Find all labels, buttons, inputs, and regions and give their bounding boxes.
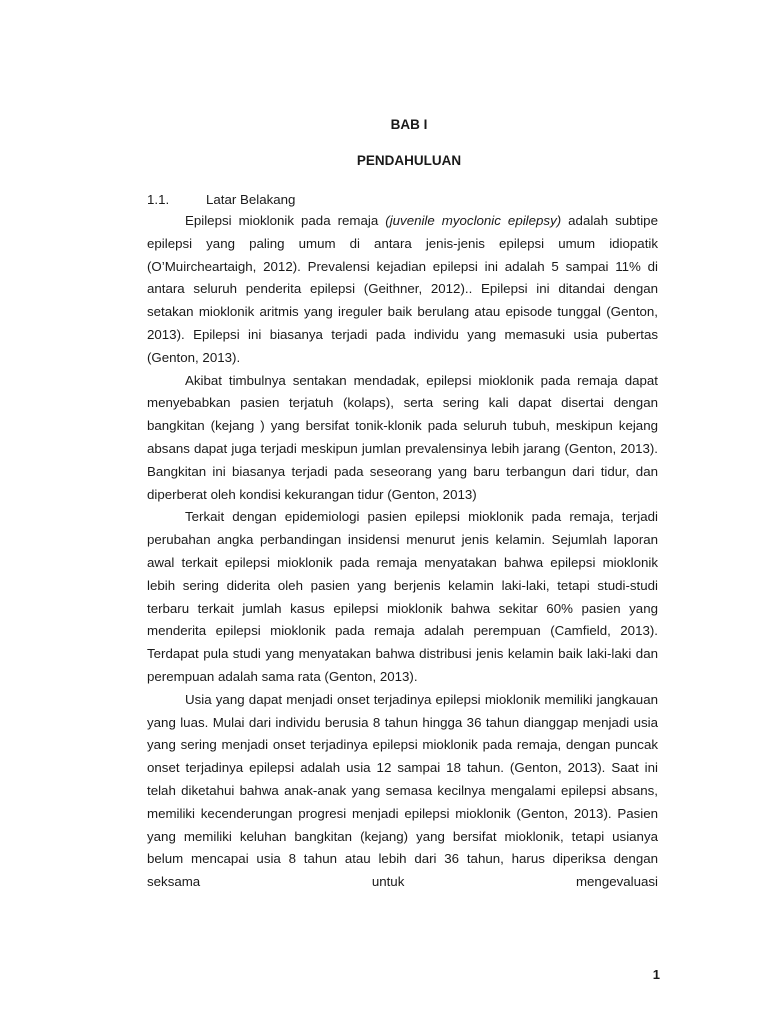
paragraph [147,210,658,370]
chapter-title: PENDAHULUAN [356,153,462,168]
section-number: 1.1. [147,192,170,207]
chapter-label: BAB I [390,117,428,132]
paragraph-text: Epilepsi mioklonik pada remaja [185,213,386,228]
body-text [147,210,658,894]
paragraph: Usia yang dapat menjadi onset terjadinya epilepsi mioklonik memiliki jangkauan yang luas. Mulai dari individu berusia 8 tahun hingga 36 tahun dianggap menjadi usia yang sering menjadi onset terjadinya epilepsi mioklonik pada remaja, dengan puncak onset terjadinya epilepsi adalah usia 12 sampai 18 tahun. (Genton, 2013). Saat ini telah diketahui bahwa anak-anak yang semasa kecilnya mengalami epilepsi absans, memiliki kecenderungan progresi menjadi epilepsi mioklonik (Genton, 2013). Pasien yang memiliki keluhan bangkitan (kejang) yang bersifat mioklonik, tetapi usianya belum mencapai usia 8 tahun atau lebih dari 36 tahun, harus diperiksa dengan seksama untuk mengevaluasi [147,691,658,890]
section-heading [147,192,295,207]
paragraph: Akibat timbulnya sentakan mendadak, epilepsi mioklonik pada remaja dapat menyebabkan pasien terjatuh (kolaps), serta sering kali dapat disertai dengan bangkitan (kejang ) yang bersifat tonik-klonik pada seluruh tubuh, meskipun kejang absans dapat juga terjadi meskipun jumlan prevalensinya lebih jarang (Genton, 2013). Bangkitan ini biasanya terjadi pada seseorang yang baru terbangun dari tidur, dan diperberat oleh kondisi kekurangan tidur (Genton, 2013) [147,372,658,502]
paragraph: Terkait dengan epidemiologi pasien epilepsi mioklonik pada remaja, terjadi perubahan angka perbandingan insidensi menurut jenis kelamin. Sejumlah laporan awal terkait epilepsi mioklonik pada remaja menyatakan bahwa epilepsi mioklonik lebih sering diderita oleh pasien yang berjenis kelamin laki-laki, tetapi studi-studi terbaru terkait jumlah kasus epilepsi mioklonik bahwa sekitar 60% pasien yang menderita epilepsi mioklonik pada remaja adalah perempuan (Camfield, 2013). Terdapat pula studi yang menyatakan bahwa distribusi jenis kelamin baik laki-laki dan perempuan adalah sama rata (Genton, 2013). [147,509,658,684]
section-title: Latar Belakang [206,192,296,207]
italic-term: (juvenile myoclonic epilepsy) [385,213,562,228]
page-number: 1 [652,967,660,982]
paragraph-text: adalah subtipe epilepsi yang paling umum di antara jenis-jenis epilepsi umum idiopatik (O’Muircheartaigh, 2012). Prevalensi kejadian epilepsi ini adalah 5 sampai 11% di antara seluruh penderita epilepsi (Geithner, 2012).. Epilepsi ini ditandai dengan setakan mioklonik aritmis yang ireguler baik berulang atau episode tunggal (Genton, 2013). Epilepsi ini biasanya terjadi pada individu yang memasuki usia pubertas (Genton, 2013). [147,213,658,365]
